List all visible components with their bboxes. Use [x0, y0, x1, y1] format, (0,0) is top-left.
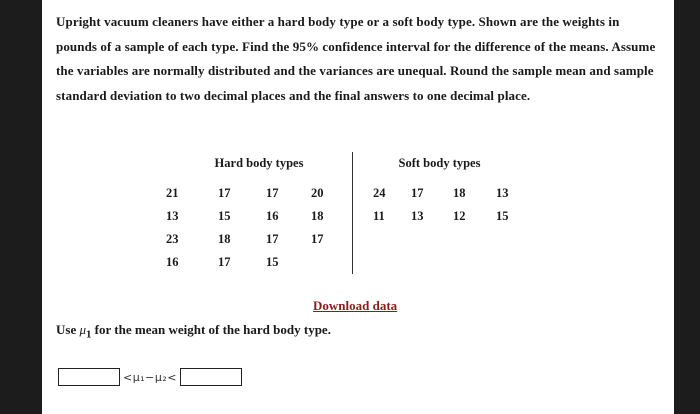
hard-body-cell: 13: [166, 209, 179, 223]
table-header-row: [166, 152, 526, 182]
soft-body-cell: [496, 251, 526, 274]
hard-body-cell: 16: [266, 209, 279, 223]
download-data-link[interactable]: Download data: [313, 298, 398, 313]
hard-body-cell: [311, 251, 353, 274]
upper-bound-input[interactable]: [180, 368, 242, 386]
soft-body-cell: [411, 228, 453, 251]
difference-of-means-inequality: <μ₁−μ₂<: [123, 370, 177, 384]
weights-table: [166, 152, 526, 274]
hard-body-cell: 17: [218, 186, 231, 200]
problem-page: [42, 0, 674, 414]
table-row: [166, 228, 526, 251]
soft-body-cell: 17: [411, 186, 424, 200]
hard-body-cell: 18: [218, 232, 231, 246]
soft-body-cell: [453, 251, 496, 274]
hard-body-cell: 21: [166, 186, 179, 200]
soft-body-cell: 24: [353, 182, 412, 205]
use-prefix: Use: [56, 322, 77, 337]
table-row: [166, 251, 526, 274]
hard-body-cell: 17: [266, 186, 279, 200]
hard-body-cell: 23: [166, 232, 179, 246]
soft-body-header: Soft body types: [353, 152, 527, 182]
use-suffix: for the mean weight of the hard body type.: [94, 322, 331, 337]
table-row: [166, 182, 526, 205]
table-row: [166, 205, 526, 228]
mu-symbol: μ: [79, 322, 86, 337]
soft-body-cell: 15: [496, 209, 509, 223]
hard-body-cell: 17: [218, 255, 231, 269]
hard-body-cell: 17: [311, 232, 324, 246]
hard-body-cell: 15: [218, 209, 231, 223]
lower-bound-input[interactable]: [58, 368, 120, 386]
soft-body-cell: 11: [353, 205, 412, 228]
hard-body-cell: 18: [311, 209, 324, 223]
hard-body-cell: 15: [266, 255, 279, 269]
soft-body-cell: [496, 228, 526, 251]
hard-body-cell: 16: [166, 255, 179, 269]
mu-subscript: 1: [86, 328, 92, 341]
soft-body-cell: [453, 228, 496, 251]
table-body: [166, 182, 526, 274]
soft-body-cell: 12: [453, 209, 466, 223]
soft-body-cell: 13: [496, 186, 509, 200]
soft-body-cell: 18: [453, 186, 466, 200]
hard-body-header: Hard body types: [214, 155, 304, 170]
soft-body-cell: [353, 251, 412, 274]
soft-body-cell: [353, 228, 412, 251]
soft-body-cell: [411, 251, 453, 274]
hard-body-cell: 17: [266, 232, 279, 246]
hard-body-cell: 20: [311, 186, 324, 200]
use-mu-instruction: [56, 322, 331, 341]
soft-body-cell: 13: [411, 209, 424, 223]
problem-statement: Upright vacuum cleaners have either a hard body type or a soft body type. Shown are the weights in pounds of a sample of each type. Find the 95% confidence interval for the difference of the means. Assume the variables are normally distributed and the variances are unequal. Round the sample mean and sample standard deviation to two decimal places and the final answers to one decimal place.: [56, 14, 656, 103]
confidence-interval-answer: [58, 366, 242, 388]
